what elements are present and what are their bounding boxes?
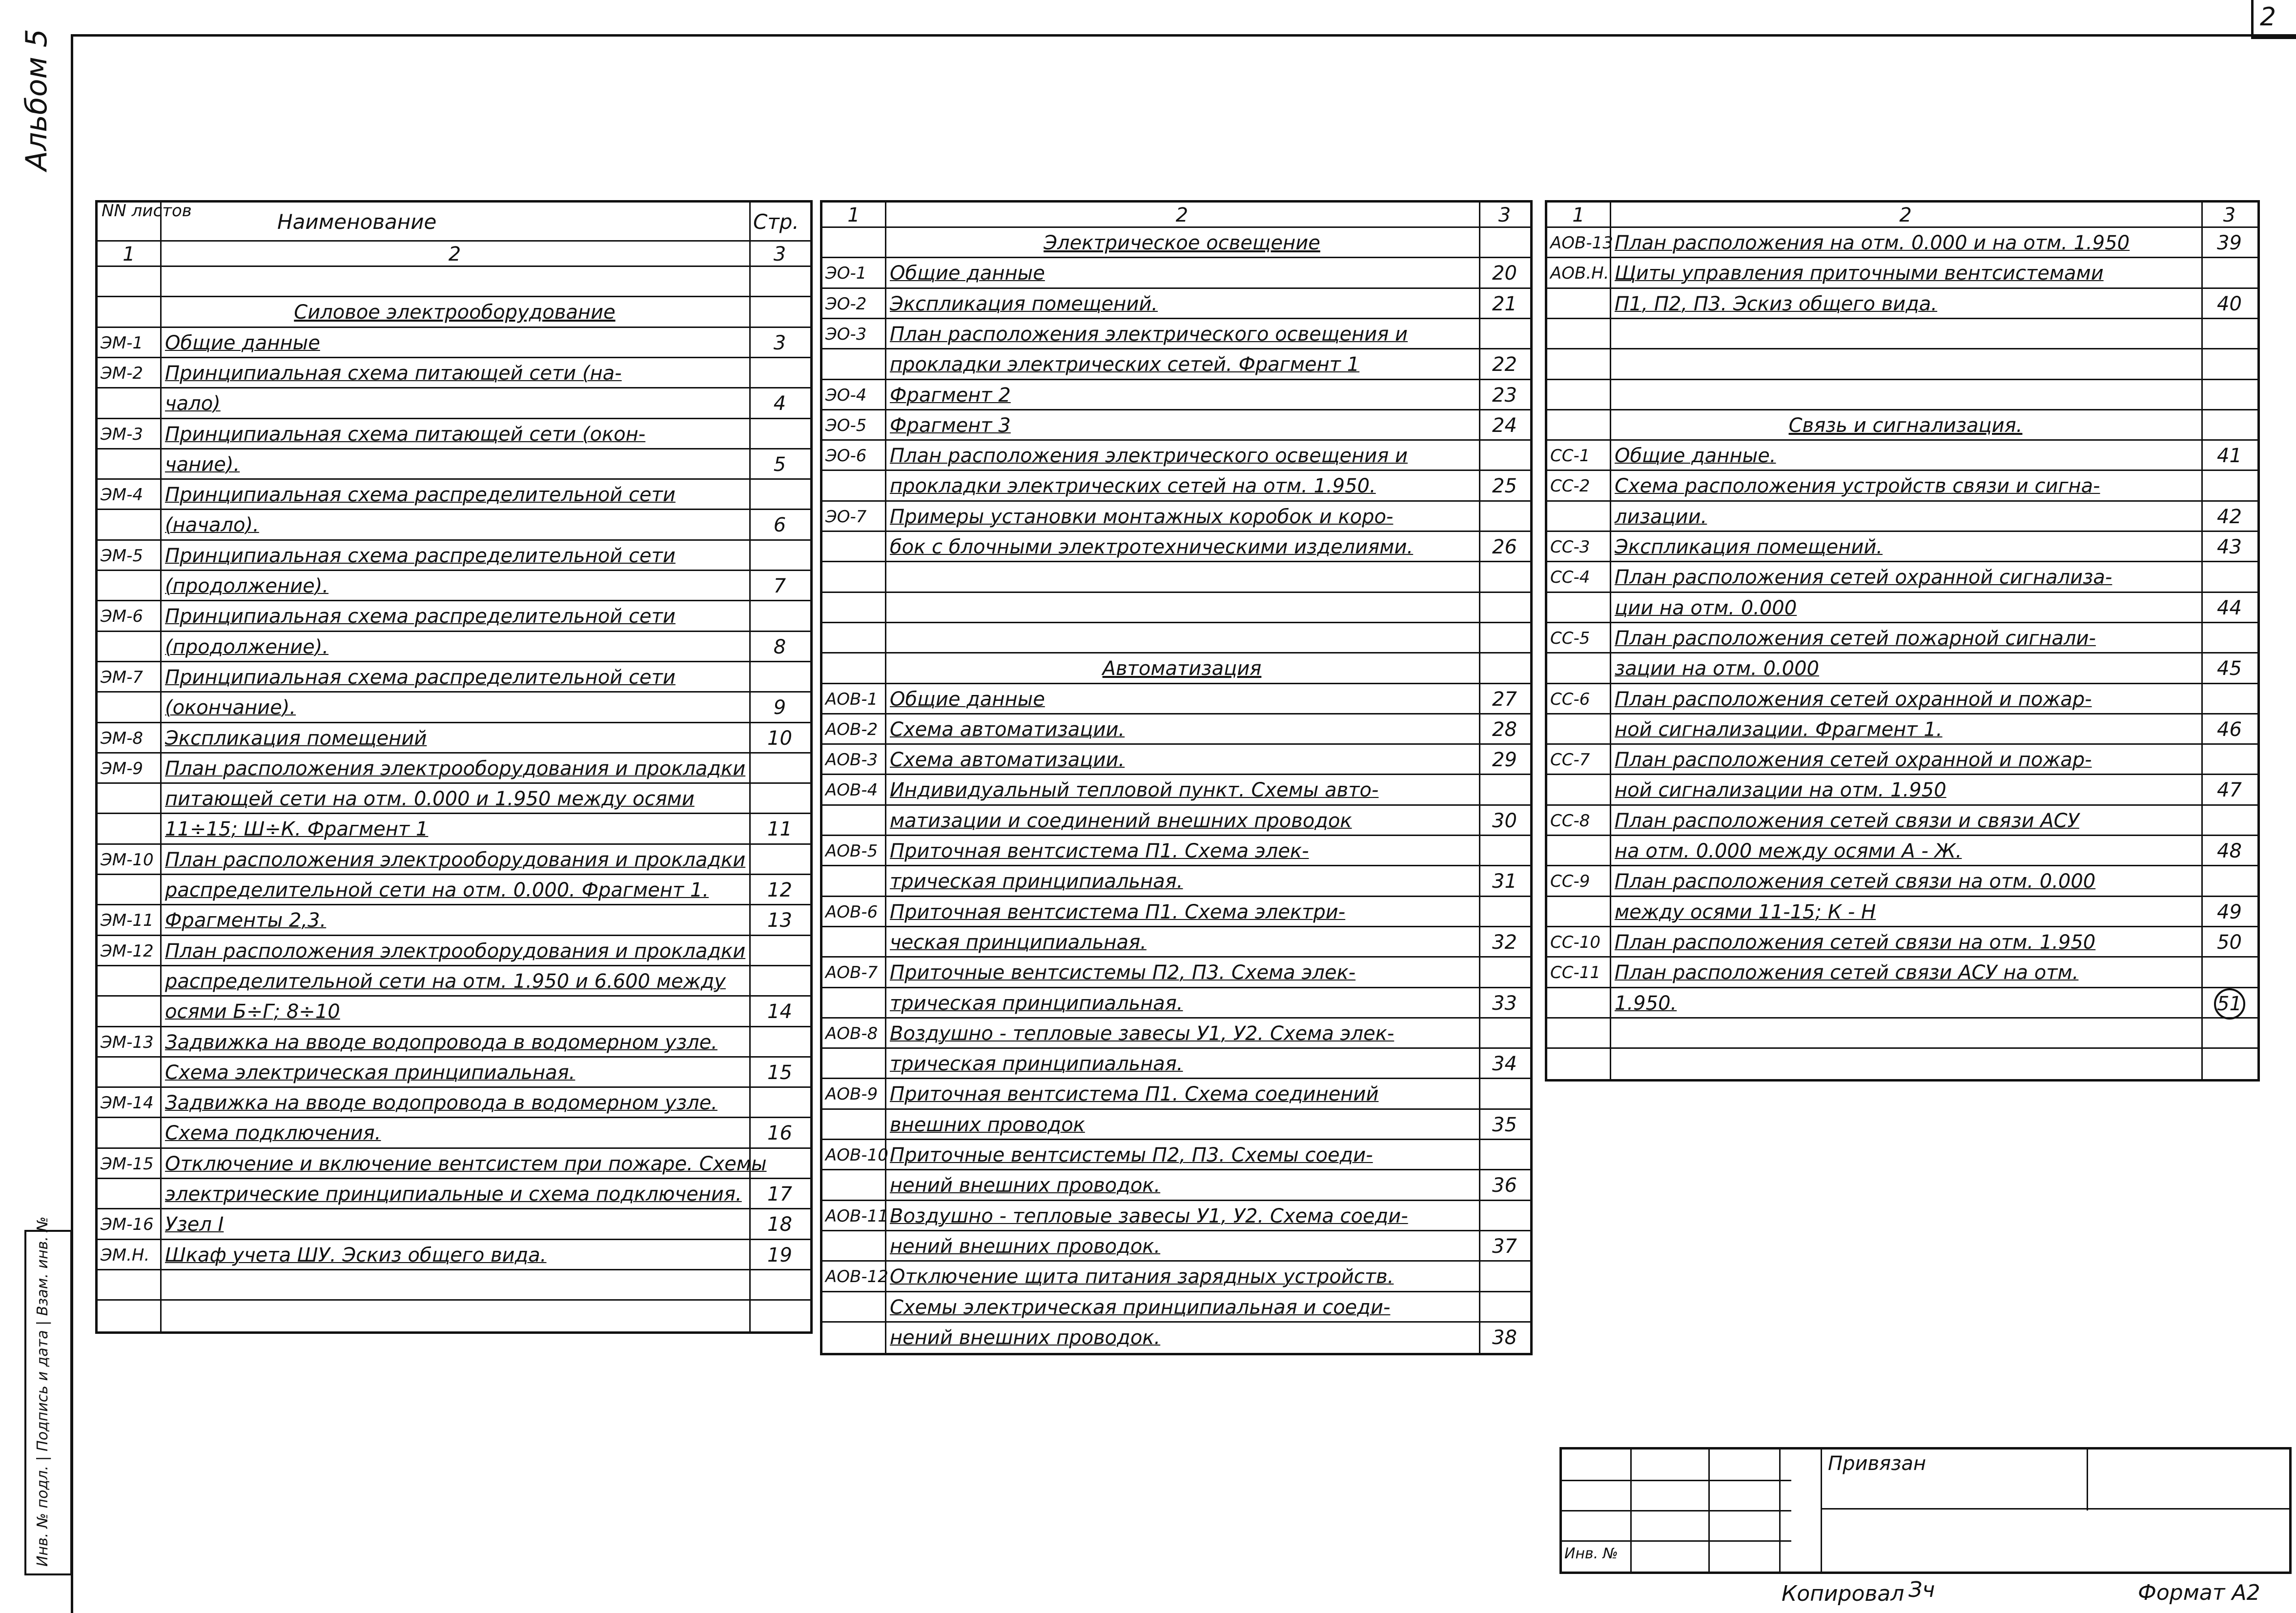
page-number (2201, 653, 2257, 684)
page-number-value: 20 (1492, 262, 1517, 285)
sheet-title: чало) (165, 392, 221, 415)
sheet-code: ЭО-4 (825, 385, 867, 405)
sheet-title: Воздушно - тепловые завесы У1, У2. Схема элек- (890, 1022, 1394, 1045)
sheet-number: 2 (2260, 2, 2276, 32)
page-number (1479, 380, 1530, 410)
sheet-code: АОВ.Н. (1550, 264, 1609, 284)
sheet-title: Общие данные (165, 331, 320, 354)
page-number (1479, 289, 1530, 319)
sheet-title: План расположения сетей пожарной сигнали- (1615, 627, 2096, 650)
page-number (1479, 684, 1530, 715)
sheet-code: ЭМ-13 (101, 1032, 154, 1052)
sheet-title: Отключение щита питания зарядных устройств. (890, 1266, 1394, 1288)
sheet-title: ной сигнализации. Фрагмент 1. (1615, 718, 1943, 741)
sheet-title: Схема автоматизации. (890, 749, 1125, 772)
sheet-title: Принципиальная схема питающей сети (на- (165, 362, 622, 385)
sheet-code: СС-4 (1550, 568, 1590, 588)
page-number (2201, 532, 2257, 562)
page-number (1479, 745, 1530, 775)
page-number (2201, 289, 2257, 319)
sheet-code: СС-7 (1550, 750, 1590, 770)
sheet-title: Приточные вентсистемы П2, П3. Схемы соеди- (890, 1144, 1373, 1166)
sheet-code: ЭМ-14 (101, 1093, 154, 1113)
album-label: Альбом 5 (20, 29, 54, 171)
sheet-code: СС-6 (1550, 689, 1590, 709)
page-number-value: 50 (2217, 931, 2242, 954)
sheet-title: Схема расположения устройств связи и сигна- (1615, 475, 2100, 498)
page-number-value: 12 (767, 879, 792, 901)
sheet-title: ческая принципиальная. (890, 931, 1147, 954)
sheet-code: ЭМ-16 (101, 1215, 154, 1235)
page-number (749, 632, 810, 662)
page-number (1479, 258, 1530, 288)
sheet-title: План расположения сетей связи на отм. 1.950 (1615, 931, 2096, 954)
sheet-title: бок с блочными электротехническими изделиями. (890, 536, 1414, 558)
sheet-title: 11÷15; Ш÷К. Фрагмент 1 (165, 818, 429, 841)
sheet-title: Общие данные. (1615, 445, 1776, 468)
sheet-title: Воздушно - тепловые завесы У1, У2. Схема соеди- (890, 1205, 1408, 1227)
sheet-title: Принципиальная схема распределительной сети (165, 484, 676, 507)
sheet-title: Фрагмент 3 (890, 414, 1011, 437)
sheet-title: трическая принципиальная. (890, 1053, 1183, 1076)
column-header-name: Наименование (277, 210, 437, 234)
sheet-code: СС-10 (1550, 932, 1601, 952)
column-header-page: Стр. (753, 210, 799, 234)
sheet-title: План расположения сетей охранной и пожар- (1615, 749, 2092, 772)
title-block-inv-no: Инв. № (1564, 1545, 1619, 1562)
page-number (749, 905, 810, 936)
footer-kopiroval: Копировал (1782, 1581, 1905, 1606)
page-number (2201, 836, 2257, 866)
page-number-value: 42 (2217, 505, 2242, 528)
sheet-code: ЭО-2 (825, 294, 867, 314)
sheet-code: ЭМ-9 (101, 758, 143, 778)
sheet-code: АОВ-13 (1550, 233, 1613, 253)
page-number (2201, 441, 2257, 471)
sheet-code: ЭМ-6 (101, 607, 143, 627)
page-number (2201, 593, 2257, 623)
page-number (1479, 410, 1530, 441)
title-block (1559, 1447, 2292, 1574)
sheet-title: прокладки электрических сетей. Фрагмент 1 (890, 353, 1360, 376)
sheet-title: План расположения электрооборудования и прокладки (165, 757, 746, 780)
page-number-value: 19 (767, 1244, 792, 1266)
page-number (1479, 1170, 1530, 1201)
column-number-1: 1 (1572, 204, 1585, 226)
sheet-code: СС-9 (1550, 872, 1590, 892)
sheet-code: СС-2 (1550, 476, 1590, 496)
sheet-code: СС-3 (1550, 537, 1590, 557)
column-number-2: 2 (1899, 204, 1912, 226)
column-number-3: 3 (1498, 204, 1511, 226)
page-number (2201, 775, 2257, 805)
contents-table-1 (95, 200, 813, 1334)
section-heading: Силовое электрооборудование (294, 301, 615, 324)
sheet-title: между осями 11-15; К - Н (1615, 900, 1876, 923)
sheet-code: СС-11 (1550, 963, 1601, 983)
sheet-title: Экспликация помещений. (1615, 536, 1883, 558)
sheet-title: План расположения сетей связи АСУ на отм. (1615, 961, 2079, 984)
sheet-title: Приточная вентсистема П1. Схема элек- (890, 840, 1309, 862)
sheet-title: 1.950. (1615, 992, 1677, 1015)
sheet-code: ЭМ-10 (101, 850, 154, 870)
page-number-value: 10 (767, 727, 792, 750)
column-number-3: 3 (2223, 204, 2236, 226)
sheet-code: АОВ-1 (825, 689, 878, 709)
page-number-value: 28 (1492, 718, 1517, 741)
page-number-value: 29 (1492, 749, 1517, 772)
page-number-value: 46 (2217, 718, 2242, 741)
column-number-2: 2 (448, 243, 461, 265)
column-number-1: 1 (123, 243, 135, 265)
sheet-title: трическая принципиальная. (890, 992, 1183, 1015)
sheet-title: План расположения электрооборудования и прокладки (165, 939, 746, 962)
page-number-value: 21 (1492, 292, 1517, 315)
page-number-value: 33 (1492, 992, 1517, 1015)
sheet-code: ЭМ-12 (101, 941, 154, 961)
sheet-title: нений внешних проводок. (890, 1235, 1161, 1258)
sheet-title: (начало). (165, 514, 259, 537)
page-number (749, 814, 810, 844)
side-stamp-text: Инв. № подл. | Подпись и дата | Взам. инв. № (34, 1216, 51, 1567)
page-number-value: 18 (767, 1213, 792, 1236)
section-heading: Электрическое освещение (1044, 232, 1320, 254)
sheet-title: ной сигнализации на отм. 1.950 (1615, 779, 1947, 802)
page-number (1479, 715, 1530, 745)
page-number-value: 41 (2217, 445, 2242, 468)
page-number-value: 35 (1492, 1113, 1517, 1136)
page-number-value: 32 (1492, 931, 1517, 954)
page-number (2201, 715, 2257, 745)
page-number (1479, 866, 1530, 897)
page-number (749, 1240, 810, 1270)
page-number-value: 25 (1492, 475, 1517, 498)
sheet-title: Индивидуальный тепловой пункт. Схемы авто- (890, 779, 1379, 802)
sheet-title: Шкаф учета ШУ. Эскиз общего вида. (165, 1244, 547, 1266)
column-number-1: 1 (847, 204, 860, 226)
page-number (749, 1209, 810, 1240)
sheet-code: ЭО-7 (825, 507, 867, 527)
page-number (749, 997, 810, 1027)
page-number-value: 7 (773, 575, 786, 597)
page-number-value: 24 (1492, 414, 1517, 437)
sheet-title: зации на отм. 0.000 (1615, 657, 1819, 680)
sheet-title: трическая принципиальная. (890, 870, 1183, 893)
sheet-title: Схема электрическая принципиальная. (165, 1061, 575, 1084)
page-number (749, 510, 810, 540)
page-number-value: 22 (1492, 353, 1517, 376)
sheet-title: Приточная вентсистема П1. Схема электри- (890, 900, 1346, 923)
sheet-title: Щиты управления приточными вентсистемами (1615, 262, 2104, 285)
contents-table-3 (1545, 200, 2260, 1082)
page-number (749, 1058, 810, 1088)
sheet-code: АОВ-6 (825, 902, 878, 922)
sheet-title: План расположения на отм. 0.000 и на отм. 1.950 (1615, 232, 2130, 254)
page-number-value: 48 (2217, 840, 2242, 862)
sheet-title: Фрагменты 2,3. (165, 909, 327, 932)
sheet-title: Общие данные (890, 262, 1045, 285)
sheet-title: Фрагмент 2 (890, 384, 1011, 407)
sheet-code: ЭО-5 (825, 415, 867, 435)
sheet-code: АОВ-8 (825, 1023, 878, 1043)
page-number (749, 693, 810, 723)
page-number-value: 11 (767, 818, 792, 841)
sheet-title: на отм. 0.000 между осями А - Ж. (1615, 840, 1962, 862)
page-number (749, 1118, 810, 1148)
page-number-circled: 51 (2214, 988, 2245, 1020)
page-number (749, 328, 810, 358)
sheet-title: Экспликация помещений. (890, 292, 1158, 315)
sheet-title: внешних проводок (890, 1113, 1085, 1136)
page-number-value: 27 (1492, 688, 1517, 711)
sheet-code: СС-5 (1550, 628, 1590, 648)
page-number-value: 38 (1492, 1326, 1517, 1349)
page-number (2201, 897, 2257, 927)
sheet-code: ЭМ-2 (101, 363, 143, 383)
page-number (749, 449, 810, 480)
page-number (1479, 532, 1530, 562)
sheet-title: Схема подключения. (165, 1122, 381, 1145)
page-number (1479, 1049, 1530, 1079)
page-number-value: 39 (2217, 232, 2242, 254)
page-number-value: 15 (767, 1061, 792, 1084)
page-number-value: 34 (1492, 1053, 1517, 1076)
sheet-title: План расположения сетей связи и связи АСУ (1615, 809, 2079, 832)
column-number-3: 3 (773, 243, 786, 265)
page-number (1479, 988, 1530, 1019)
sheet-title: Схема автоматизации. (890, 718, 1125, 741)
page-number (1479, 927, 1530, 958)
sheet-title: Схемы электрическая принципиальная и соеди- (890, 1296, 1391, 1319)
page-number-value: 26 (1492, 536, 1517, 558)
sheet-code: ЭМ-3 (101, 424, 143, 444)
page-number-value: 14 (767, 1000, 792, 1023)
page-number (1479, 1323, 1530, 1353)
sheet-title: (продолжение). (165, 635, 329, 658)
sheet-title: (продолжение). (165, 575, 329, 597)
page-number-value: 17 (767, 1183, 792, 1205)
frame-top-border (71, 34, 2296, 37)
sheet-title: электрические принципиальные и схема подключения. (165, 1183, 742, 1205)
sheet-title: План расположения электрического освещения и (890, 445, 1408, 468)
sheet-title: лизации. (1615, 505, 1707, 528)
sheet-title: питающей сети на отм. 0.000 и 1.950 между осями (165, 788, 695, 811)
page-number-value: 3 (773, 331, 786, 354)
sheet-title: План расположения сетей связи на отм. 0.000 (1615, 870, 2096, 893)
sheet-code: ЭМ-15 (101, 1154, 154, 1174)
sheet-code: ЭМ-4 (101, 485, 143, 505)
page-number-value: 45 (2217, 657, 2242, 680)
contents-table-2 (820, 200, 1533, 1355)
sheet-title: Принципиальная схема распределительной сети (165, 605, 676, 628)
sheet-code: АОВ-7 (825, 963, 878, 983)
footer-format: Формат А2 (2138, 1580, 2260, 1605)
page-number-value: 23 (1492, 384, 1517, 407)
sheet-code: ЭМ-1 (101, 333, 143, 353)
sheet-code: АОВ-4 (825, 780, 878, 800)
sheet-code: АОВ-2 (825, 719, 878, 739)
sheet-code: ЭО-3 (825, 324, 867, 344)
page-number (749, 1179, 810, 1209)
sheet-title: Узел I (165, 1213, 224, 1236)
page-number (2201, 927, 2257, 958)
sheet-code: АОВ-12 (825, 1267, 888, 1287)
page-number (1479, 349, 1530, 380)
sheet-title: Принципиальная схема питающей сети (окон- (165, 423, 646, 446)
sheet-title: прокладки электрических сетей на отм. 1.950. (890, 475, 1376, 498)
page-number-value: 40 (2217, 292, 2242, 315)
page-number-value: 8 (773, 635, 786, 658)
page-number (749, 875, 810, 905)
sheet-code: АОВ-5 (825, 841, 878, 861)
sheet-code: АОВ-3 (825, 750, 878, 770)
sheet-code: ЭО-1 (825, 264, 867, 284)
sheet-title: План расположения сетей охранной сигнализа- (1615, 566, 2112, 589)
sheet-title: Принципиальная схема распределительной сети (165, 666, 676, 689)
sheet-code: АОВ-9 (825, 1084, 878, 1104)
sheet-title: Приточная вентсистема П1. Схема соединений (890, 1083, 1379, 1106)
page-number (2201, 502, 2257, 532)
page-number-value: 36 (1492, 1174, 1517, 1197)
sheet-title: Приточные вентсистемы П2, П3. Схема элек- (890, 961, 1356, 984)
sheet-code: АОВ-11 (825, 1206, 888, 1226)
sheet-code: ЭМ-11 (101, 911, 154, 931)
page-number-value: 5 (773, 453, 786, 476)
sheet-title: План расположения электрооборудования и прокладки (165, 848, 746, 871)
page-number (749, 723, 810, 754)
sheet-title: нений внешних проводок. (890, 1326, 1161, 1349)
page-number (1479, 806, 1530, 836)
sheet-code: ЭМ-7 (101, 667, 143, 687)
page-number (749, 571, 810, 601)
page-number (749, 388, 810, 419)
page-number-value: 31 (1492, 870, 1517, 893)
page-number-value: 9 (773, 696, 786, 719)
page-number-value: 43 (2217, 536, 2242, 558)
sheet-code: ЭМ.Н. (101, 1245, 150, 1265)
sheet-code: ЭМ-5 (101, 546, 143, 566)
page-number-value: 49 (2217, 900, 2242, 923)
sheet-title: Примеры установки монтажных коробок и коро- (890, 505, 1394, 528)
section-heading: Автоматизация (1102, 657, 1262, 680)
title-block-privyazan: Привязан (1828, 1452, 1927, 1475)
sheet-code: АОВ-10 (825, 1145, 888, 1165)
page-number-value: 30 (1492, 809, 1517, 832)
page-number-value: 37 (1492, 1235, 1517, 1258)
page-number (2201, 988, 2257, 1019)
sheet-title: План расположения электрического освещения и (890, 323, 1408, 346)
sheet-title: Экспликация помещений (165, 727, 427, 750)
sheet-code: ЭМ-8 (101, 728, 143, 748)
page-number-value: 47 (2217, 779, 2242, 802)
page-number (2201, 228, 2257, 258)
sheet-title: Принципиальная схема распределительной сети (165, 544, 676, 567)
page-number-value: 4 (773, 392, 786, 415)
sheet-title: План расположения сетей охранной и пожар- (1615, 688, 2092, 711)
sheet-code: СС-1 (1550, 446, 1590, 466)
sheet-title: ции на отм. 0.000 (1615, 596, 1797, 619)
footer-kopiroval-signature: Зч (1908, 1577, 1935, 1602)
sheet-code: ЭО-6 (825, 446, 867, 466)
page-number-value: 16 (767, 1122, 792, 1145)
sheet-title: осями Б÷Г; 8÷10 (165, 1000, 340, 1023)
sheet-code: СС-8 (1550, 811, 1590, 831)
column-header-sheet-number: NN листов (102, 201, 192, 221)
sheet-title: (окончание). (165, 696, 296, 719)
page-number-value: 13 (767, 909, 792, 932)
sheet-title: Задвижка на вводе водопровода в водомерном узле. (165, 1031, 718, 1054)
sheet-title: чание). (165, 453, 240, 476)
sheet-title: П1, П2, П3. Эскиз общего вида. (1615, 292, 1938, 315)
page-number (1479, 1231, 1530, 1262)
page-number (1479, 1110, 1530, 1140)
section-heading: Связь и сигнализация. (1788, 414, 2023, 437)
page-number (1479, 471, 1530, 501)
sheet-title: Отключение и включение вентсистем при пожаре. Схемы (165, 1152, 767, 1175)
sheet-title: распределительной сети на отм. 1.950 и 6.600 между (165, 970, 726, 993)
page-number-value: 44 (2217, 596, 2242, 619)
sheet-title: Задвижка на вводе водопровода в водомерном узле. (165, 1092, 718, 1115)
sheet-title: нений внешних проводок. (890, 1174, 1161, 1197)
sheet-title: матизации и соединений внешних проводок (890, 809, 1352, 832)
page-number-value: 6 (773, 514, 786, 537)
sheet-title: Общие данные (890, 688, 1045, 711)
column-number-2: 2 (1175, 204, 1189, 226)
sheet-title: распределительной сети на отм. 0.000. Фрагмент 1. (165, 879, 709, 901)
